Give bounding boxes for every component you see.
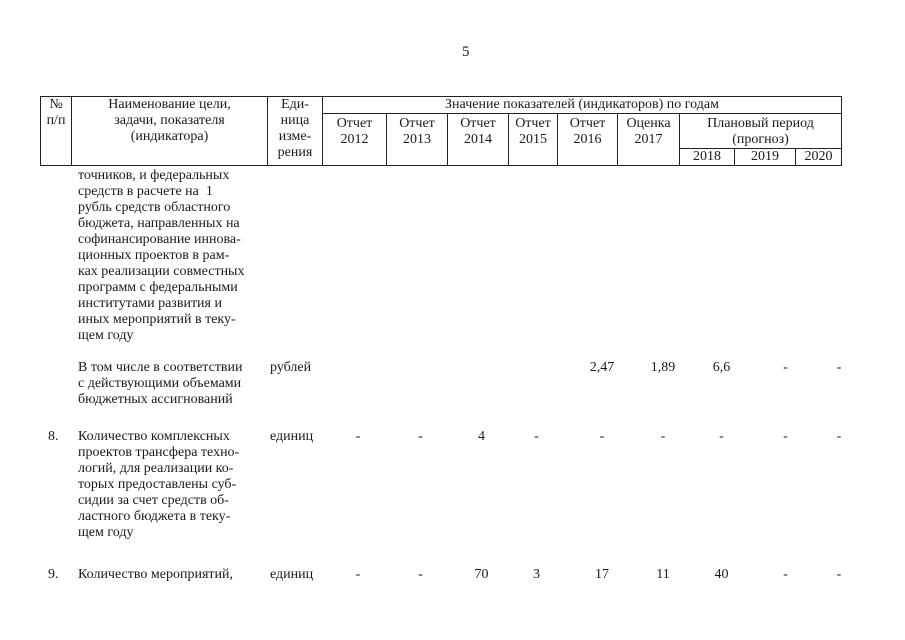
header-num: № п/п — [41, 97, 72, 166]
row-8-2016: - — [599, 429, 605, 444]
row-8-2020: - — [836, 429, 842, 444]
row-9-2015: 3 — [533, 567, 540, 582]
row-subindicator-2019: - — [783, 360, 788, 375]
row-9-2014: 70 — [474, 567, 489, 582]
row-9-2020: - — [836, 567, 842, 582]
row-8-2014: 4 — [478, 429, 485, 444]
row-9-2012: - — [355, 567, 361, 582]
row-9-2013: - — [418, 567, 423, 582]
header-plan-2020: 2020 — [796, 149, 842, 166]
row-subindicator-2018: 6,6 — [712, 360, 731, 375]
row-8-2018: - — [719, 429, 724, 444]
row-9-unit: единиц — [270, 567, 314, 582]
header-plan-title: Плановый период (прогноз) — [680, 114, 842, 149]
row-8-name: Количество комплексных проектов трансфера техно- логий, для реализации ко- торых предоставлены суб- сидии за счет средств об- ластного бюджета в теку- щем году — [78, 429, 240, 540]
row-9-num: 9. — [48, 567, 59, 582]
header-year-2012: Отчет 2012 — [323, 114, 387, 166]
row-9-2016: 17 — [595, 567, 609, 582]
header-year-2013: Отчет 2013 — [387, 114, 448, 166]
header-year-2016: Отчет 2016 — [558, 114, 618, 166]
header-unit: Еди- ница изме- рения — [268, 97, 323, 166]
row-8-num: 8. — [48, 429, 59, 444]
row-9-2017: 11 — [656, 567, 670, 582]
row-subindicator-2017: 1,89 — [650, 360, 676, 375]
table-header — [40, 96, 842, 166]
page-number: 5 — [462, 44, 470, 60]
row-continuation-name: точников, и федеральных средств в расчете на 1 рубль средств областного бюджета, направленных на софинансирование иннова- ционных проектов в рам- ках реализации совместных программ с федеральными институтами развития и иных мероприятий в теку- щем году — [78, 168, 245, 343]
row-subindicator-2016: 2,47 — [589, 360, 615, 375]
row-8-2013: - — [418, 429, 423, 444]
row-8-2012: - — [355, 429, 361, 444]
row-9-2019: - — [783, 567, 788, 582]
row-9-name: Количество мероприятий, — [78, 567, 233, 582]
row-8-unit: единиц — [270, 429, 314, 444]
row-8-2019: - — [783, 429, 788, 444]
row-subindicator-unit: рублей — [270, 360, 312, 375]
header-values-title: Значение показателей (индикаторов) по годам — [323, 97, 842, 114]
header-year-2017: Оценка 2017 — [618, 114, 680, 166]
header-name: Наименование цели, задачи, показателя (индикатора) — [72, 97, 268, 166]
header-plan-2018: 2018 — [680, 149, 735, 166]
header-year-2014: Отчет 2014 — [448, 114, 509, 166]
row-8-2017: - — [660, 429, 666, 444]
header-plan-2019: 2019 — [735, 149, 796, 166]
row-subindicator-2020: - — [836, 360, 842, 375]
row-9-2018: 40 — [714, 567, 729, 582]
row-subindicator-name: В том числе в соответствии с действующими объемами бюджетных ассигнований — [78, 360, 243, 407]
row-8-2015: - — [534, 429, 539, 444]
header-year-2015: Отчет 2015 — [509, 114, 558, 166]
